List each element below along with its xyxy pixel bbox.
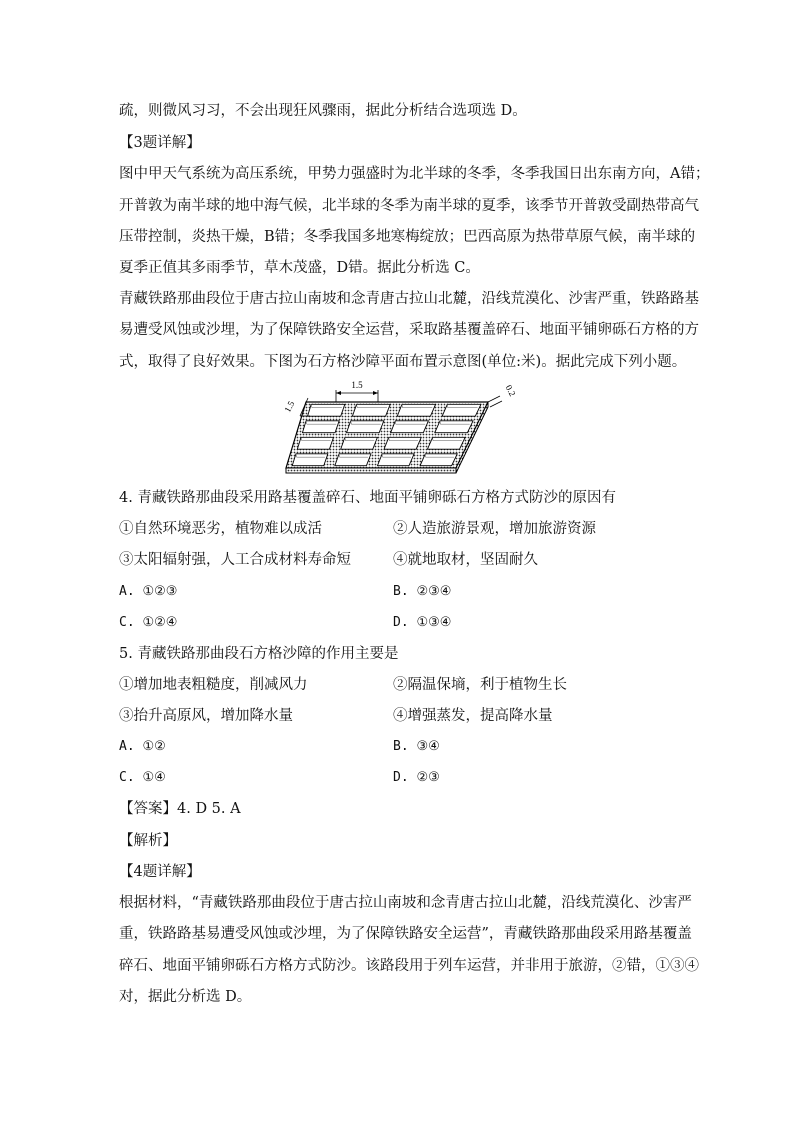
question-4-stem: 4. 青藏铁路那曲段采用路基覆盖碎石、地面平铺卵砾石方格方式防沙的原因有 <box>119 490 616 506</box>
arrow-head <box>336 391 341 395</box>
question-4-statement-4: ④就地取材，坚固耐久 <box>393 552 538 568</box>
dimension-label-left: 1.5 <box>282 399 297 414</box>
question-5-option-c: C. ①④ <box>119 770 166 785</box>
grid-cell <box>427 437 465 449</box>
answer-line: 【答案】4. D 5. A <box>119 801 241 817</box>
grid-cell <box>347 421 384 433</box>
grid-cell <box>391 421 429 433</box>
question-4-statement-3: ③太阳辐射强，人工合成材料寿命短 <box>119 552 351 568</box>
grid-cell <box>377 454 414 466</box>
grid-cell <box>435 421 473 433</box>
grid-cell <box>297 437 333 449</box>
dimension-line <box>490 401 502 407</box>
question-4-option-d: D. ①③④ <box>393 615 452 630</box>
question-4-option-a: A. ①②③ <box>119 584 178 599</box>
paragraph-line: 图中甲天气系统为高压系统，甲势力强盛时为北半球的冬季，冬季我国日出东南方向，A错； <box>119 166 710 182</box>
analysis-heading: 【解析】 <box>119 833 177 849</box>
section-heading-q3: 【3题详解】 <box>119 135 201 151</box>
question-5-statement-3: ③抬升高原风，增加降水量 <box>119 708 293 724</box>
grid-cell <box>341 437 378 449</box>
question-5-statement-1: ①增加地表粗糙度，削减风力 <box>119 677 308 693</box>
grid-cell <box>397 404 435 416</box>
paragraph-line: 开普敦为南半球的地中海气候，北半球的冬季为南半球的夏季，该季节开普敦受副热带高气 <box>119 198 699 214</box>
question-4-option-c: C. ①②④ <box>119 615 178 630</box>
paragraph-line: 碎石、地面平铺卵砾石方格方式防沙。该路段用于列车运营，并非用于旅游，②错，①③④ <box>119 958 699 974</box>
paragraph-line: 式，取得了良好效果。下图为石方格沙障平面布置示意图(单位:米)。据此完成下列小题。 <box>119 354 687 370</box>
sand-barrier-diagram <box>278 376 518 476</box>
question-4-option-b: B. ②③④ <box>393 584 452 599</box>
section-heading-q4: 【4题详解】 <box>119 864 201 880</box>
grid-cell <box>302 421 339 433</box>
question-4-statement-1: ①自然环境恶劣，植物难以成活 <box>119 521 322 537</box>
question-5-option-b: B. ③④ <box>393 739 440 754</box>
grid-cell <box>384 437 421 449</box>
arrow-head <box>373 391 378 395</box>
question-5-option-a: A. ①② <box>119 739 166 754</box>
paragraph-line: 对，据此分析选 D。 <box>119 989 252 1005</box>
grid-front-edge <box>286 468 456 473</box>
paragraph-line: 疏，则微风习习，不会出现狂风骤雨，据此分析结合选项选 D。 <box>119 103 527 119</box>
paragraph-line: 根据材料，“青藏铁路那曲段位于唐古拉山南坡和念青唐古拉山北麓，沿线荒漠化、沙害严 <box>119 895 692 911</box>
dimension-label-right: 0.2 <box>503 383 518 398</box>
question-4-statement-2: ②人造旅游景观，增加旅游资源 <box>393 521 596 537</box>
paragraph-line: 压带控制，炎热干燥，B错；冬季我国多地寒梅绽放；巴西高原为热带草原气候，南半球的 <box>119 229 696 245</box>
grid-cell <box>442 404 481 416</box>
paragraph-line: 重，铁路路基易遭受风蚀或沙埋，为了保障铁路安全运营”，青藏铁路那曲段采用路基覆盖 <box>119 926 692 942</box>
paragraph-line: 青藏铁路那曲段位于唐古拉山南坡和念青唐古拉山北麓，沿线荒漠化、沙害严重，铁路路基 <box>119 291 699 307</box>
question-5-statement-4: ④增强蒸发，提高降水量 <box>393 708 553 724</box>
grid-cell <box>335 454 371 466</box>
grid-cell <box>308 404 345 416</box>
question-5-statement-2: ②隔温保墒，利于植物生长 <box>393 677 567 693</box>
dimension-label-top: 1.5 <box>351 380 363 390</box>
grid-cell <box>292 454 328 466</box>
question-5-option-d: D. ②③ <box>393 770 440 785</box>
dimension-line <box>488 396 500 402</box>
question-5-stem: 5. 青藏铁路那曲段石方格沙障的作用主要是 <box>119 646 399 662</box>
paragraph-line: 易遭受风蚀或沙埋，为了保障铁路安全运营，采取路基覆盖碎石、地面平铺卵砾石方格的方 <box>119 322 699 338</box>
paragraph-line: 夏季正值其多雨季节，草木茂盛，D错。据此分析选 C。 <box>119 260 480 276</box>
grid-cell <box>352 404 390 416</box>
